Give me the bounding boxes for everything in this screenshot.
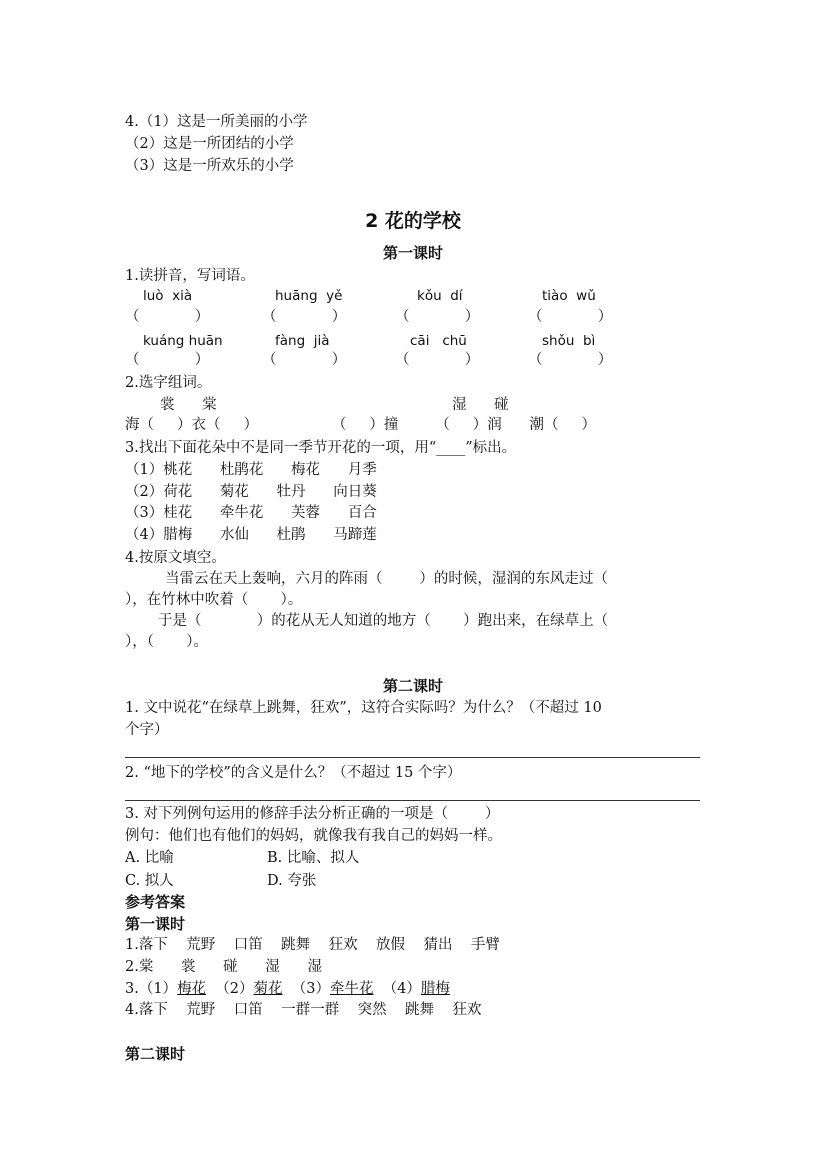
answer-blank: （ ） [528,309,613,325]
page-title: 2 花的学校 [365,210,461,232]
q3-title: 3.找出下面花朵中不是同一季节开花的一项，用“____”标出。 [125,440,517,456]
l2-q2: 2. “地下的学校”的含义是什么？（不超过 15 个字） [125,765,462,781]
answer-blank: （ ） [262,352,347,368]
q4-paragraph-1-cont: ），在竹林中吹着（ ）。 [125,592,303,608]
pinyin: kuáng huān [143,333,223,349]
l2-q3-example: 例句：他们也有他们的妈妈，就像我有我自己的妈妈一样。 [125,828,502,844]
lesson1-heading: 第一课时 [382,244,443,262]
answer-2: 2.棠 裳 碰 湿 湿 [125,959,322,975]
l2-q1-cont: 个字） [125,722,169,738]
prev-answer-line-2: （2）这是一所团结的小学 [125,136,294,152]
pinyin: huāng yě [275,288,343,304]
q3-item: （3）桂花 牵牛花 芙蓉 百合 [125,505,377,521]
answers-lesson1-heading: 第一课时 [125,915,186,933]
answer-1: 1.落下 荒野 口笛 跳舞 狂欢 放假 猜出 手臂 [125,937,500,953]
option-d: D. 夸张 [267,873,317,889]
q3-item: （2）荷花 菊花 牡丹 向日葵 [125,484,377,500]
answer-3-label: 3.（1） [125,981,178,997]
answer-line [125,800,700,801]
q4-paragraph-2: 于是（ ）的花从无人知道的地方（ ）跑出来，在绿草上（ [158,613,609,629]
option-b: B. 比喻、拟人 [267,850,360,866]
pinyin: cāi chū [410,333,467,349]
l2-q1: 1. 文中说花“在绿草上跳舞，狂欢”，这符合实际吗？为什么？（不超过 10 [125,700,602,716]
q4-title: 4.按原文填空。 [125,550,226,566]
answer-3-1: 梅花 [177,981,207,997]
pinyin: luò xià [143,288,193,304]
answer-3-label: （2） [206,981,254,997]
q2-chars-left: 裳 棠 [160,397,217,413]
answer-3-label: （3） [282,981,330,997]
prev-answer-line-3: （3）这是一所欢乐的小学 [125,158,294,174]
answer-4: 4.落下 荒野 口笛 一群一群 突然 跳舞 狂欢 [125,1002,482,1018]
answer-3-label: （4） [373,981,421,997]
answers-heading: 参考答案 [125,893,186,911]
q2-chars-right: 湿 碰 [452,397,509,413]
answer-line [125,757,700,758]
answer-blank: （ ） [125,309,210,325]
q1-title: 1.读拼音，写词语。 [125,268,255,284]
answer-3 [125,979,450,999]
q3-item: （4）腊梅 水仙 杜鹃 马蹄莲 [125,527,377,543]
q4-paragraph-2-cont: ），（ ）。 [125,634,209,650]
pinyin: fàng jià [275,333,330,349]
answers-lesson2-heading: 第二课时 [125,1045,186,1063]
answer-3-2: 菊花 [253,981,283,997]
lesson2-heading: 第二课时 [382,677,443,695]
pinyin: shǒu bì [542,333,596,349]
q3-item: （1）桃花 杜鹃花 梅花 月季 [125,462,377,478]
prev-answer-line-1: 4.（1）这是一所美丽的小学 [125,114,308,130]
answer-3-4: 腊梅 [420,981,450,997]
answer-blank: （ ） [395,309,480,325]
answer-blank: （ ） [395,352,480,368]
option-c: C. 拟人 [125,873,174,889]
option-a: A. 比喻 [125,850,174,866]
pinyin: kǒu dí [417,288,463,304]
answer-blank: （ ） [528,352,613,368]
answer-3-3: 牵牛花 [329,981,374,997]
pinyin: tiào wǔ [542,288,596,304]
q2-title: 2.选字组词。 [125,375,212,391]
q2-blanks-line: 海（ ）衣（ ） （ ）撞 （ ）润 潮（ ） [125,417,597,433]
l2-q3: 3. 对下列例句运用的修辞手法分析正确的一项是（ ） [125,806,500,822]
answer-blank: （ ） [262,309,347,325]
q4-paragraph-1: 当雷云在天上轰响，六月的阵雨（ ）的时候，湿润的东风走过（ [165,571,608,587]
answer-blank: （ ） [125,352,210,368]
